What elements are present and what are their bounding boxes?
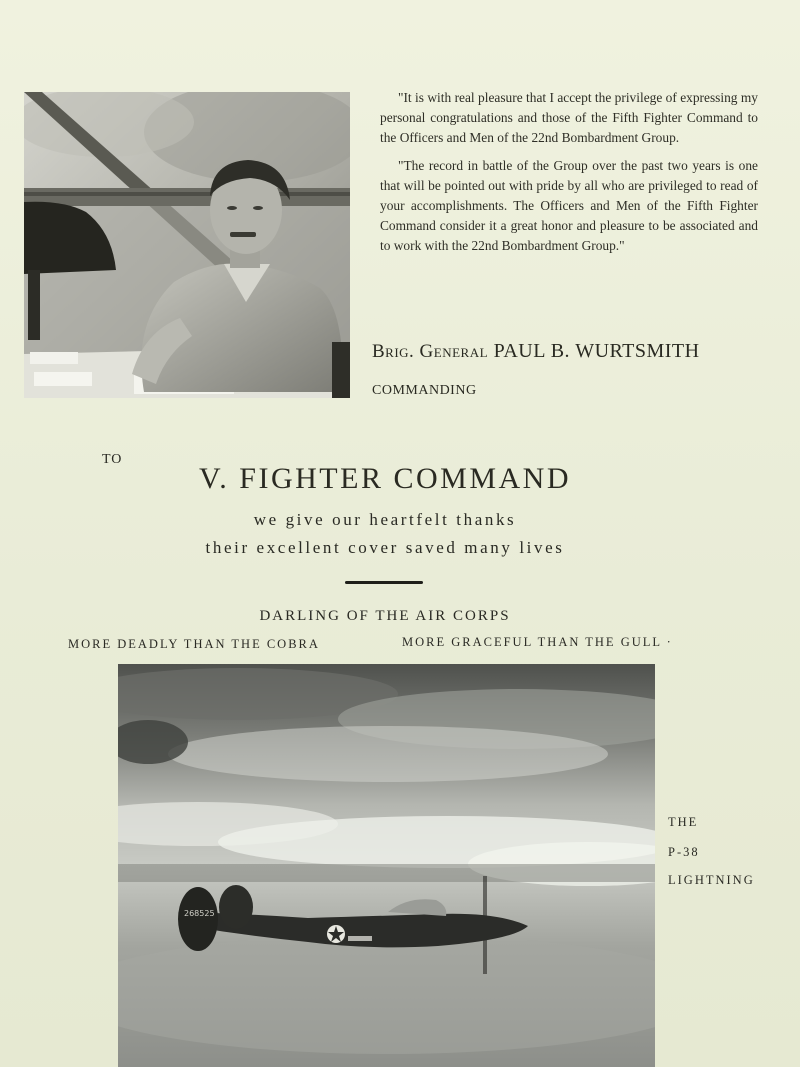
dedication-unit-title: V. FIGHTER COMMAND [199,462,571,495]
signature-rank: Brig. General [372,341,489,362]
quote-paragraph-2: "The record in battle of the Group over the past two years is one that will be pointed out with pride by all who are privileged to read of your accomplishments. The Officers and Men of the Fifth Fighter Command consider it a great honor and pleasure to be associated and to work with the 22nd Bombardment Group." [380,158,758,253]
aircraft-heading: DARLING OF THE AIR CORPS [259,608,511,624]
signature-title: COMMANDING [372,383,477,398]
aircraft-tagline-left: MORE DEADLY THAN THE COBRA [68,637,320,651]
p38-aircraft-photo [118,664,655,1067]
dedication-line-2: their excellent cover saved many lives [205,538,565,557]
congratulatory-quote [380,88,758,264]
caption-line-3: LIGHTNING [668,873,755,887]
quote-paragraph-1: "It is with real pleasure that I accept the privilege of expressing my personal congratulations and those of the Fifth Fighter Command to the Officers and Men of the 22nd Bombardment Group. [380,90,758,145]
dedication-line-1: we give our heartfelt thanks [253,510,517,529]
signature-line [372,340,772,363]
tail-number: 268525 [184,909,215,918]
section-divider [345,581,423,584]
caption-line-1: THE [668,815,699,829]
signature-name: PAUL B. WURTSMITH [493,340,700,362]
aircraft-tagline-right: MORE GRACEFUL THAN THE GULL · [402,635,673,649]
dedication-to: TO [102,452,123,467]
portrait-photo [24,92,350,398]
caption-line-2: P-38 [668,845,700,859]
